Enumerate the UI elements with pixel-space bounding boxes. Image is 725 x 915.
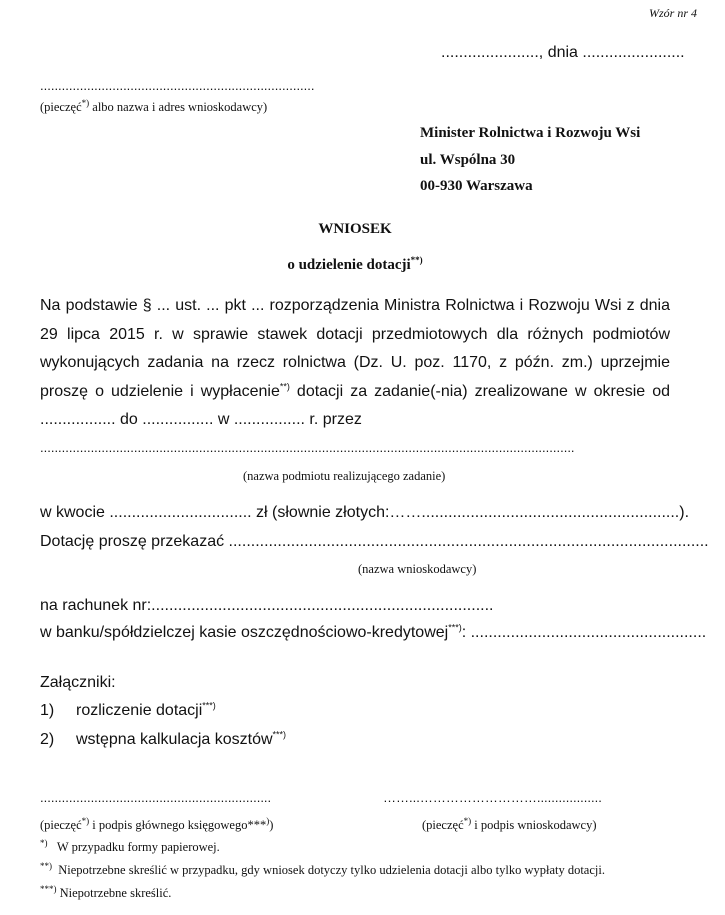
document-subtitle: o udzielenie dotacji**)	[287, 255, 423, 273]
attachment-item-2: wstępna kalkulacja kosztów***)	[76, 729, 287, 748]
request-paragraph: Na podstawie § ... ust. ... pkt ... rozporządzenia Ministra Rolnictwa i Rozwoju Wsi z dnia 29 lipca 2015 r. w sprawie stawek dotacji przedmiotowych dla różnych podmiotów wykonujących zadania na rzecz rolnictwa (Dz. U. poz. 1170, z późn. zm.) uprzejmie proszę o udzielenie i wypłacenie**) dotacji za zadanie(-nia) zrealizowane w okresie od ................. do ................ w ................ r. przez	[40, 297, 671, 428]
transfer-line[interactable]: Dotację proszę przekazać ............................................................................................................	[40, 533, 709, 550]
attachment-num-1: 1)	[40, 702, 55, 719]
attachment-num-2: 2)	[40, 731, 55, 748]
footnote-2: **) Niepotrzebne skreślić w przypadku, gdy wniosek dotyczy tylko udzielenia dotacji albo tylko wypłaty dotacji.	[40, 860, 605, 877]
attachment-item-1: rozliczenie dotacji***)	[76, 700, 216, 719]
accountant-signature-caption: (pieczęć*) i podpis głównego księgowego***))	[40, 815, 274, 832]
accountant-signature-line[interactable]: ................................................................	[40, 790, 272, 805]
form-number: Wzór nr 4	[648, 6, 697, 20]
account-line[interactable]: na rachunek nr:.............................................................................	[40, 597, 494, 614]
addressee-line-1: Minister Rolnictwa i Rozwoju Wsi	[420, 125, 641, 141]
addressee-line-3: 00-930 Warszawa	[420, 178, 533, 194]
applicant-line[interactable]: ............................................................................	[40, 78, 315, 93]
entity-caption: (nazwa podmiotu realizującego zadanie)	[243, 469, 446, 483]
entity-line[interactable]: ....................................................................................................................................................	[40, 440, 575, 455]
applicant-caption: (pieczęć*) albo nazwa i adres wnioskodawcy)	[40, 97, 268, 114]
bank-line[interactable]: w banku/spółdzielczej kasie oszczędnościowo-kredytowej***): .....................................................	[40, 622, 707, 641]
footnote-3: ***) Niepotrzebne skreślić.	[40, 883, 172, 900]
footnote-1: *) W przypadku formy papierowej.	[40, 837, 220, 854]
place-date-field[interactable]: ......................, dnia .......................	[441, 44, 685, 61]
amount-line[interactable]: w kwocie ................................ zł (słownie złotych:……..........................................................).	[40, 504, 690, 521]
attachments-heading: Załączniki:	[40, 674, 116, 691]
applicant-signature-caption: (pieczęć*) i podpis wnioskodawcy)	[422, 815, 597, 832]
applicant-signature-line[interactable]: ……...………………………..................	[383, 790, 602, 805]
addressee-line-2: ul. Wspólna 30	[420, 152, 516, 168]
document-title: WNIOSEK	[318, 221, 392, 237]
transfer-caption: (nazwa wnioskodawcy)	[358, 562, 477, 576]
